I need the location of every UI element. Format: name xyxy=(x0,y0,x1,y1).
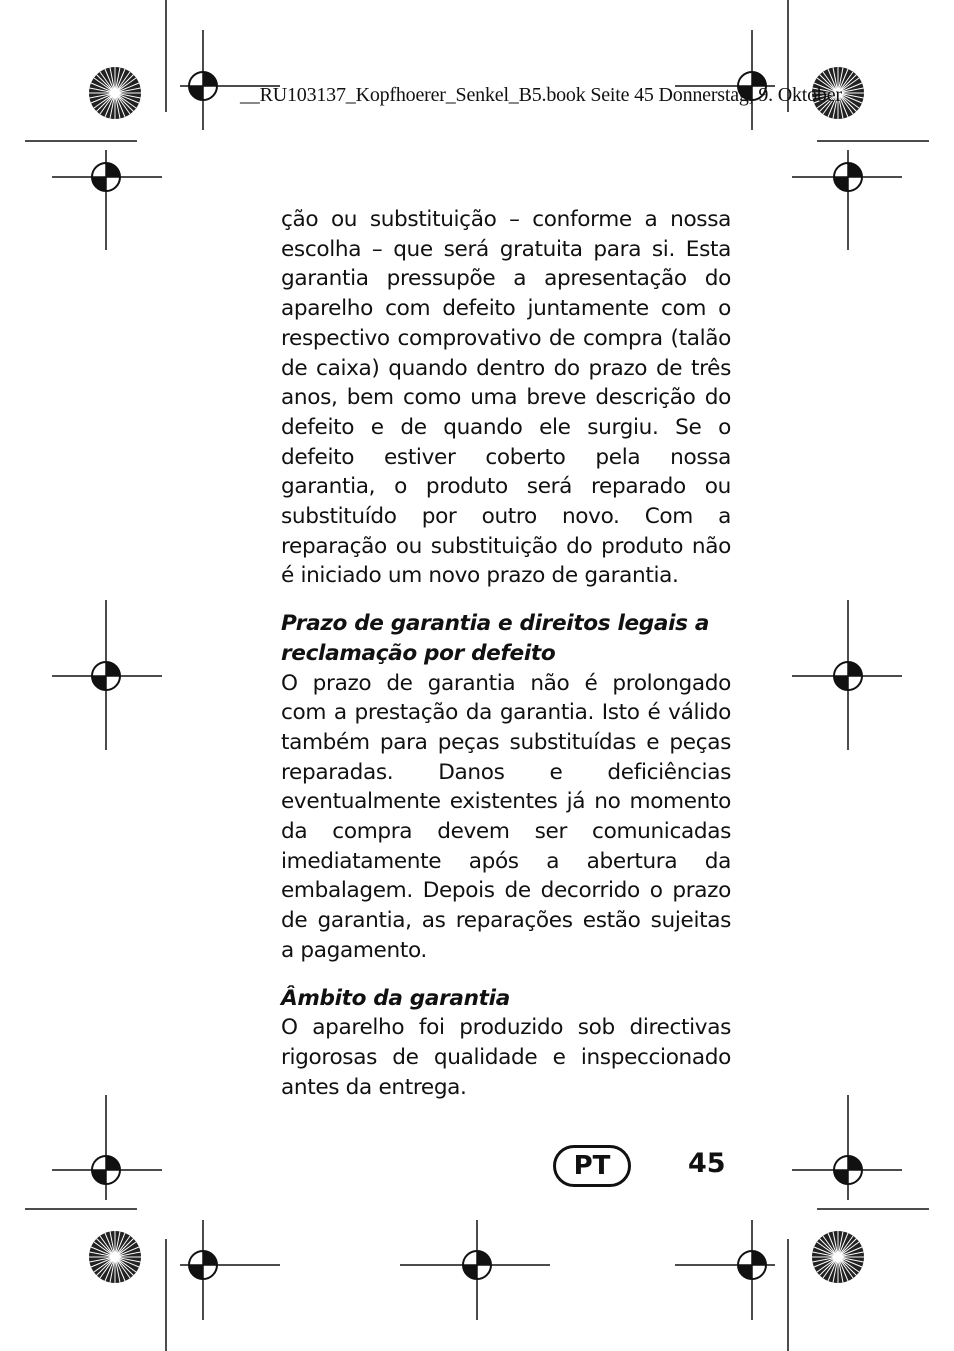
registration-mark-icon xyxy=(92,1156,120,1184)
registration-mark-icon xyxy=(189,1251,217,1279)
starburst-icon xyxy=(89,67,141,119)
language-badge: PT xyxy=(553,1145,631,1187)
warranty-period-heading: Prazo de garantia e direitos legais a reclamação por defeito xyxy=(281,611,710,666)
print-header: __RU103137_Kopfhoerer_Senkel_B5.book Seite 45 Donnerstag, 9. Oktober xyxy=(240,84,842,106)
registration-mark-icon xyxy=(834,662,862,690)
starburst-icon xyxy=(812,1231,864,1283)
registration-mark-icon xyxy=(92,163,120,191)
document-body xyxy=(281,205,731,1102)
warranty-scope-paragraph: O aparelho foi produzido sob directivas rigorosas de qualidade e inspeccionado antes da entrega. xyxy=(281,1015,731,1100)
registration-mark-icon xyxy=(92,662,120,690)
warranty-scope-heading: Âmbito da garantia xyxy=(281,985,510,1011)
registration-mark-icon xyxy=(463,1251,491,1279)
registration-mark-icon xyxy=(189,72,217,100)
warranty-period-paragraph: O prazo de garantia não é prolongado com a prestação da garantia. Isto é válido também para peças substituídas e peças reparadas. Danos e deficiências eventualmente existentes já no momento da compra devem ser comunicadas imediatamente após a abertura da embalagem. Depois de decorrido o prazo de garantia, as reparações estão sujeitas a pagamento. xyxy=(281,670,731,963)
registration-mark-icon xyxy=(738,1251,766,1279)
registration-mark-icon xyxy=(834,163,862,191)
intro-paragraph: ção ou substituição – conforme a nossa escolha – que será gratuita para si. Esta garantia pressupõe a apresentação do aparelho com defeito juntamente com o respectivo comprovativo de compra (talão de caixa) quando dentro do prazo de três anos, bem como uma breve descrição do defeito e de quando ele surgiu. Se o defeito estiver coberto pela nossa garantia, o produto será reparado ou substituído por outro novo. Com a reparação ou substituição do produto não é iniciado um novo prazo de garantia. xyxy=(281,207,731,589)
starburst-icon xyxy=(89,1231,141,1283)
registration-mark-icon xyxy=(834,1156,862,1184)
page-number: 45 xyxy=(688,1148,726,1179)
